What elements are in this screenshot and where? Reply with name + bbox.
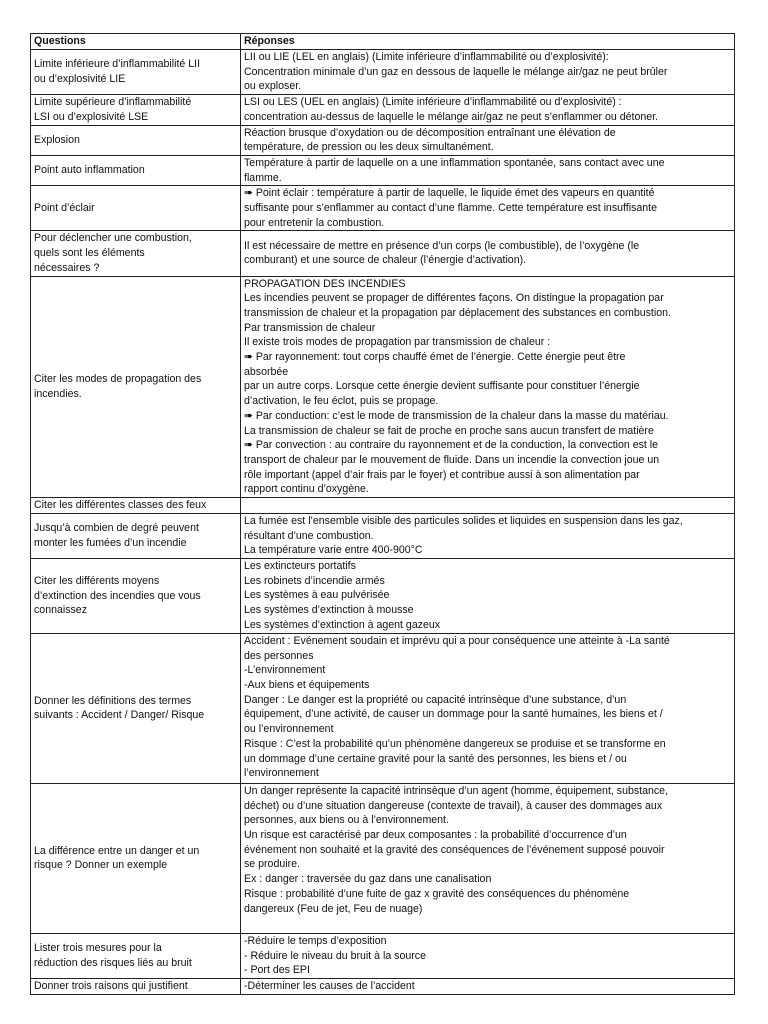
question-line: Point auto inflammation: [34, 164, 145, 177]
answer-line: se produire.: [244, 858, 300, 871]
answer-cell: [241, 933, 735, 978]
table-row: [31, 231, 735, 276]
answer-line: d’activation, le feu éclot, puis se propage.: [244, 395, 439, 408]
answer-line: - Port des EPI: [244, 964, 310, 977]
answer-cell: [241, 633, 735, 783]
answer-line: Danger : Le danger est la propriété ou capacité intrinsèque d’une substance, d’un: [244, 693, 627, 706]
answer-line: Les systèmes d’extinction à agent gazeux: [244, 618, 441, 631]
table-row: [31, 125, 735, 155]
question-line: Donner trois raisons qui justifient: [34, 980, 188, 993]
question-line: monter les fumées d’un incendie: [34, 536, 187, 549]
table-row: [31, 558, 735, 633]
answer-cell: [241, 186, 735, 231]
question-line: ou d’explosivité LIE: [34, 73, 126, 86]
answer-line: Par transmission de chaleur: [244, 321, 376, 334]
question-line: Limite inférieure d’inflammabilité LII: [34, 58, 201, 71]
answer-line: dangereux (Feu de jet, Feu de nuage): [244, 902, 423, 915]
table-row: [31, 95, 735, 125]
question-line: nécessaires ?: [34, 261, 100, 274]
answer-line: ou l’environnement: [244, 723, 334, 736]
answer-line: ➠ Point éclair : température à partir de laquelle, le liquide émet des vapeurs en quantité: [244, 187, 655, 200]
question-line: Jusqu’à combien de degré peuvent: [34, 522, 199, 535]
question-line: incendies.: [34, 387, 82, 400]
question-line: Point d’éclair: [34, 202, 95, 215]
answer-line: -L’environnement: [244, 664, 326, 677]
answer-line: Un danger représente la capacité intrinsèque d’un agent (homme, équipement, substance,: [244, 784, 669, 797]
answer-line: ➠ Par conduction: c’est le mode de transmission de la chaleur dans la masse du matériau.: [244, 409, 669, 422]
answer-line: transport de chaleur par le mouvement de fluide. Dans un incendie la convection joue un: [244, 453, 660, 466]
table-row: [31, 276, 735, 498]
answer-line: par un autre corps. Lorsque cette énergie devient suffisante pour constituer l’énergie: [244, 380, 640, 393]
question-line: Limite supérieure d’inflammabilité: [34, 96, 192, 109]
question-line: Pour déclencher une combustion,: [34, 232, 192, 245]
answer-line: personnes, aux biens ou à l’environnement.: [244, 814, 449, 827]
answer-line: un dommage d’une certaine gravité pour la santé des personnes, les biens et / ou: [244, 752, 627, 765]
answer-line: Les systèmes à eau pulvérisée: [244, 589, 390, 602]
question-line: Explosion: [34, 133, 80, 146]
answer-line: Les systèmes d’extinction à mousse: [244, 604, 414, 617]
answer-line: Concentration minimale d’un gaz en dessous de laquelle le mélange air/gaz ne peut brûler: [244, 65, 668, 78]
answer-line: l’environnement: [244, 767, 319, 780]
answer-line: -Déterminer les causes de l’accident: [244, 980, 415, 993]
table-row: [31, 783, 735, 933]
answer-line: pour entretenir la combustion.: [244, 216, 385, 229]
answer-line: LSI ou LES (UEL en anglais) (Limite inférieure d’inflammabilité ou d’explosivité) :: [244, 96, 622, 109]
question-cell: [31, 933, 241, 978]
header-row: [31, 34, 735, 50]
answer-line: Les incendies peuvent se propager de différentes façons. On distingue la propagation par: [244, 292, 664, 305]
question-line: quels sont les éléments: [34, 247, 145, 260]
qa-body: [31, 50, 735, 995]
answer-line: Les extincteurs portatifs: [244, 559, 356, 572]
header-questions: Questions: [31, 34, 241, 50]
answer-cell: [241, 50, 735, 95]
answer-line: rapport continu d’oxygène.: [244, 483, 369, 496]
answer-line: Température à partir de laquelle on a une inflammation spontanée, sans contact avec une: [244, 156, 665, 169]
answer-line: ➠ Par convection : au contraire du rayonnement et de la conduction, la convection est le: [244, 439, 659, 452]
question-line: La différence entre un danger et un: [34, 844, 200, 857]
answer-cell: [241, 783, 735, 933]
answer-cell: [241, 95, 735, 125]
table-row: [31, 50, 735, 95]
answer-line: Risque : probabilité d’une fuite de gaz x gravité des conséquences du phénomène: [244, 887, 630, 900]
answer-line: PROPAGATION DES INCENDIES: [244, 277, 406, 290]
question-cell: [31, 558, 241, 633]
question-cell: [31, 979, 241, 995]
question-line: LSI ou d’explosivité LSE: [34, 110, 149, 123]
answer-line: absorbée: [244, 365, 289, 378]
answer-cell: [241, 513, 735, 558]
question-line: Citer les différents moyens: [34, 574, 160, 587]
answer-line: Les robinets d’incendie armés: [244, 574, 385, 587]
answer-line: -Aux biens et équipements: [244, 679, 370, 692]
table-row: [31, 933, 735, 978]
answer-line: événement non souhaité et la gravité des conséquences de l’événement supposé pouvoir: [244, 843, 665, 856]
answer-line: LII ou LIE (LEL en anglais) (Limite inférieure d’inflammabilité ou d’explosivité):: [244, 51, 609, 63]
table-row: [31, 155, 735, 185]
answer-line: La fumée est l’ensemble visible des particules solides et liquides en suspension dans les gaz,: [244, 514, 683, 527]
answer-line: Ex : danger : traversée du gaz dans une canalisation: [244, 873, 492, 886]
question-cell: [31, 513, 241, 558]
question-line: Citer les différentes classes des feux: [34, 499, 207, 512]
question-line: Donner les définitions des termes: [34, 694, 192, 707]
question-line: risque ? Donner un exemple: [34, 859, 168, 872]
table-row: [31, 513, 735, 558]
qa-table: [30, 33, 735, 995]
question-cell: [31, 498, 241, 514]
question-cell: [31, 125, 241, 155]
question-cell: [31, 50, 241, 95]
answer-line: résultant d’une combustion.: [244, 529, 374, 542]
answer-line: ➠ Par rayonnement: tout corps chauffé émet de l’énergie. Cette énergie peut être: [244, 351, 626, 364]
question-cell: [31, 95, 241, 125]
answer-line: -Réduire le temps d’exposition: [244, 934, 387, 947]
question-line: réduction des risques liés au bruit: [34, 956, 192, 969]
question-cell: [31, 276, 241, 498]
question-line: suivants : Accident / Danger/ Risque: [34, 709, 205, 722]
answer-line: équipement, d’une activité, de causer un dommage pour la santé humaines, les biens et /: [244, 708, 663, 721]
answer-line: rôle important (appel d’air frais par le foyer) et contribue aussi à son alimentation par: [244, 468, 640, 481]
answer-line: Accident : Evénement soudain et imprévu qui a pour conséquence une atteinte à -La santé: [244, 634, 670, 647]
answer-line: température, de pression ou les deux simultanément.: [244, 141, 494, 154]
answer-line: La transmission de chaleur se fait de proche en proche sans aucun transfert de matière: [244, 424, 654, 437]
table-row: [31, 498, 735, 514]
answer-line: suffisante pour s’enflammer au contact d’une flamme. Cette température est insuffisante: [244, 202, 657, 215]
answer-cell: [241, 155, 735, 185]
question-line: connaissez: [34, 604, 87, 617]
answer-cell: [241, 125, 735, 155]
question-cell: [31, 633, 241, 783]
answer-line: Il est nécessaire de mettre en présence d’un corps (le combustible), de l’oxygène (le: [244, 239, 640, 252]
answer-line: La température varie entre 400-900°C: [244, 544, 423, 557]
answer-line: des personnes: [244, 649, 314, 662]
question-cell: [31, 783, 241, 933]
answer-cell: [241, 276, 735, 498]
table-row: [31, 979, 735, 995]
answer-line: Risque : C’est la probabilité qu’un phénomène dangereux se produise et se transforme en: [244, 737, 666, 750]
question-line: Citer les modes de propagation des: [34, 373, 202, 386]
answer-cell: [241, 498, 735, 514]
answer-line: concentration au-dessus de laquelle le mélange air/gaz ne peut s’enflammer ou détoner.: [244, 110, 659, 123]
answer-line: Un risque est caractérisé par deux composantes : la probabilité d’occurrence d’un: [244, 829, 627, 842]
question-line: d’extinction des incendies que vous: [34, 589, 201, 602]
table-row: [31, 186, 735, 231]
answer-line: déchet) ou d’une situation dangereuse (contexte de travail), à causer des dommages aux: [244, 799, 663, 812]
answer-line: - Réduire le niveau du bruit à la source: [244, 949, 426, 962]
answer-cell: [241, 558, 735, 633]
table-row: [31, 633, 735, 783]
header-responses: Réponses: [241, 34, 735, 50]
answer-line: Il existe trois modes de propagation par transmission de chaleur :: [244, 336, 551, 349]
question-cell: [31, 231, 241, 276]
question-line: Lister trois mesures pour la: [34, 942, 162, 955]
answer-cell: [241, 231, 735, 276]
answer-line: ou exploser.: [244, 80, 302, 93]
answer-cell: [241, 979, 735, 995]
answer-line: flamme.: [244, 171, 282, 184]
answer-line: transmission de chaleur et la propagation par déplacement des substances en combustion.: [244, 306, 671, 319]
question-cell: [31, 186, 241, 231]
question-cell: [31, 155, 241, 185]
answer-line: Réaction brusque d’oxydation ou de décomposition entraînant une élévation de: [244, 126, 616, 139]
answer-line: comburant) et une source de chaleur (l’énergie d’activation).: [244, 254, 527, 267]
